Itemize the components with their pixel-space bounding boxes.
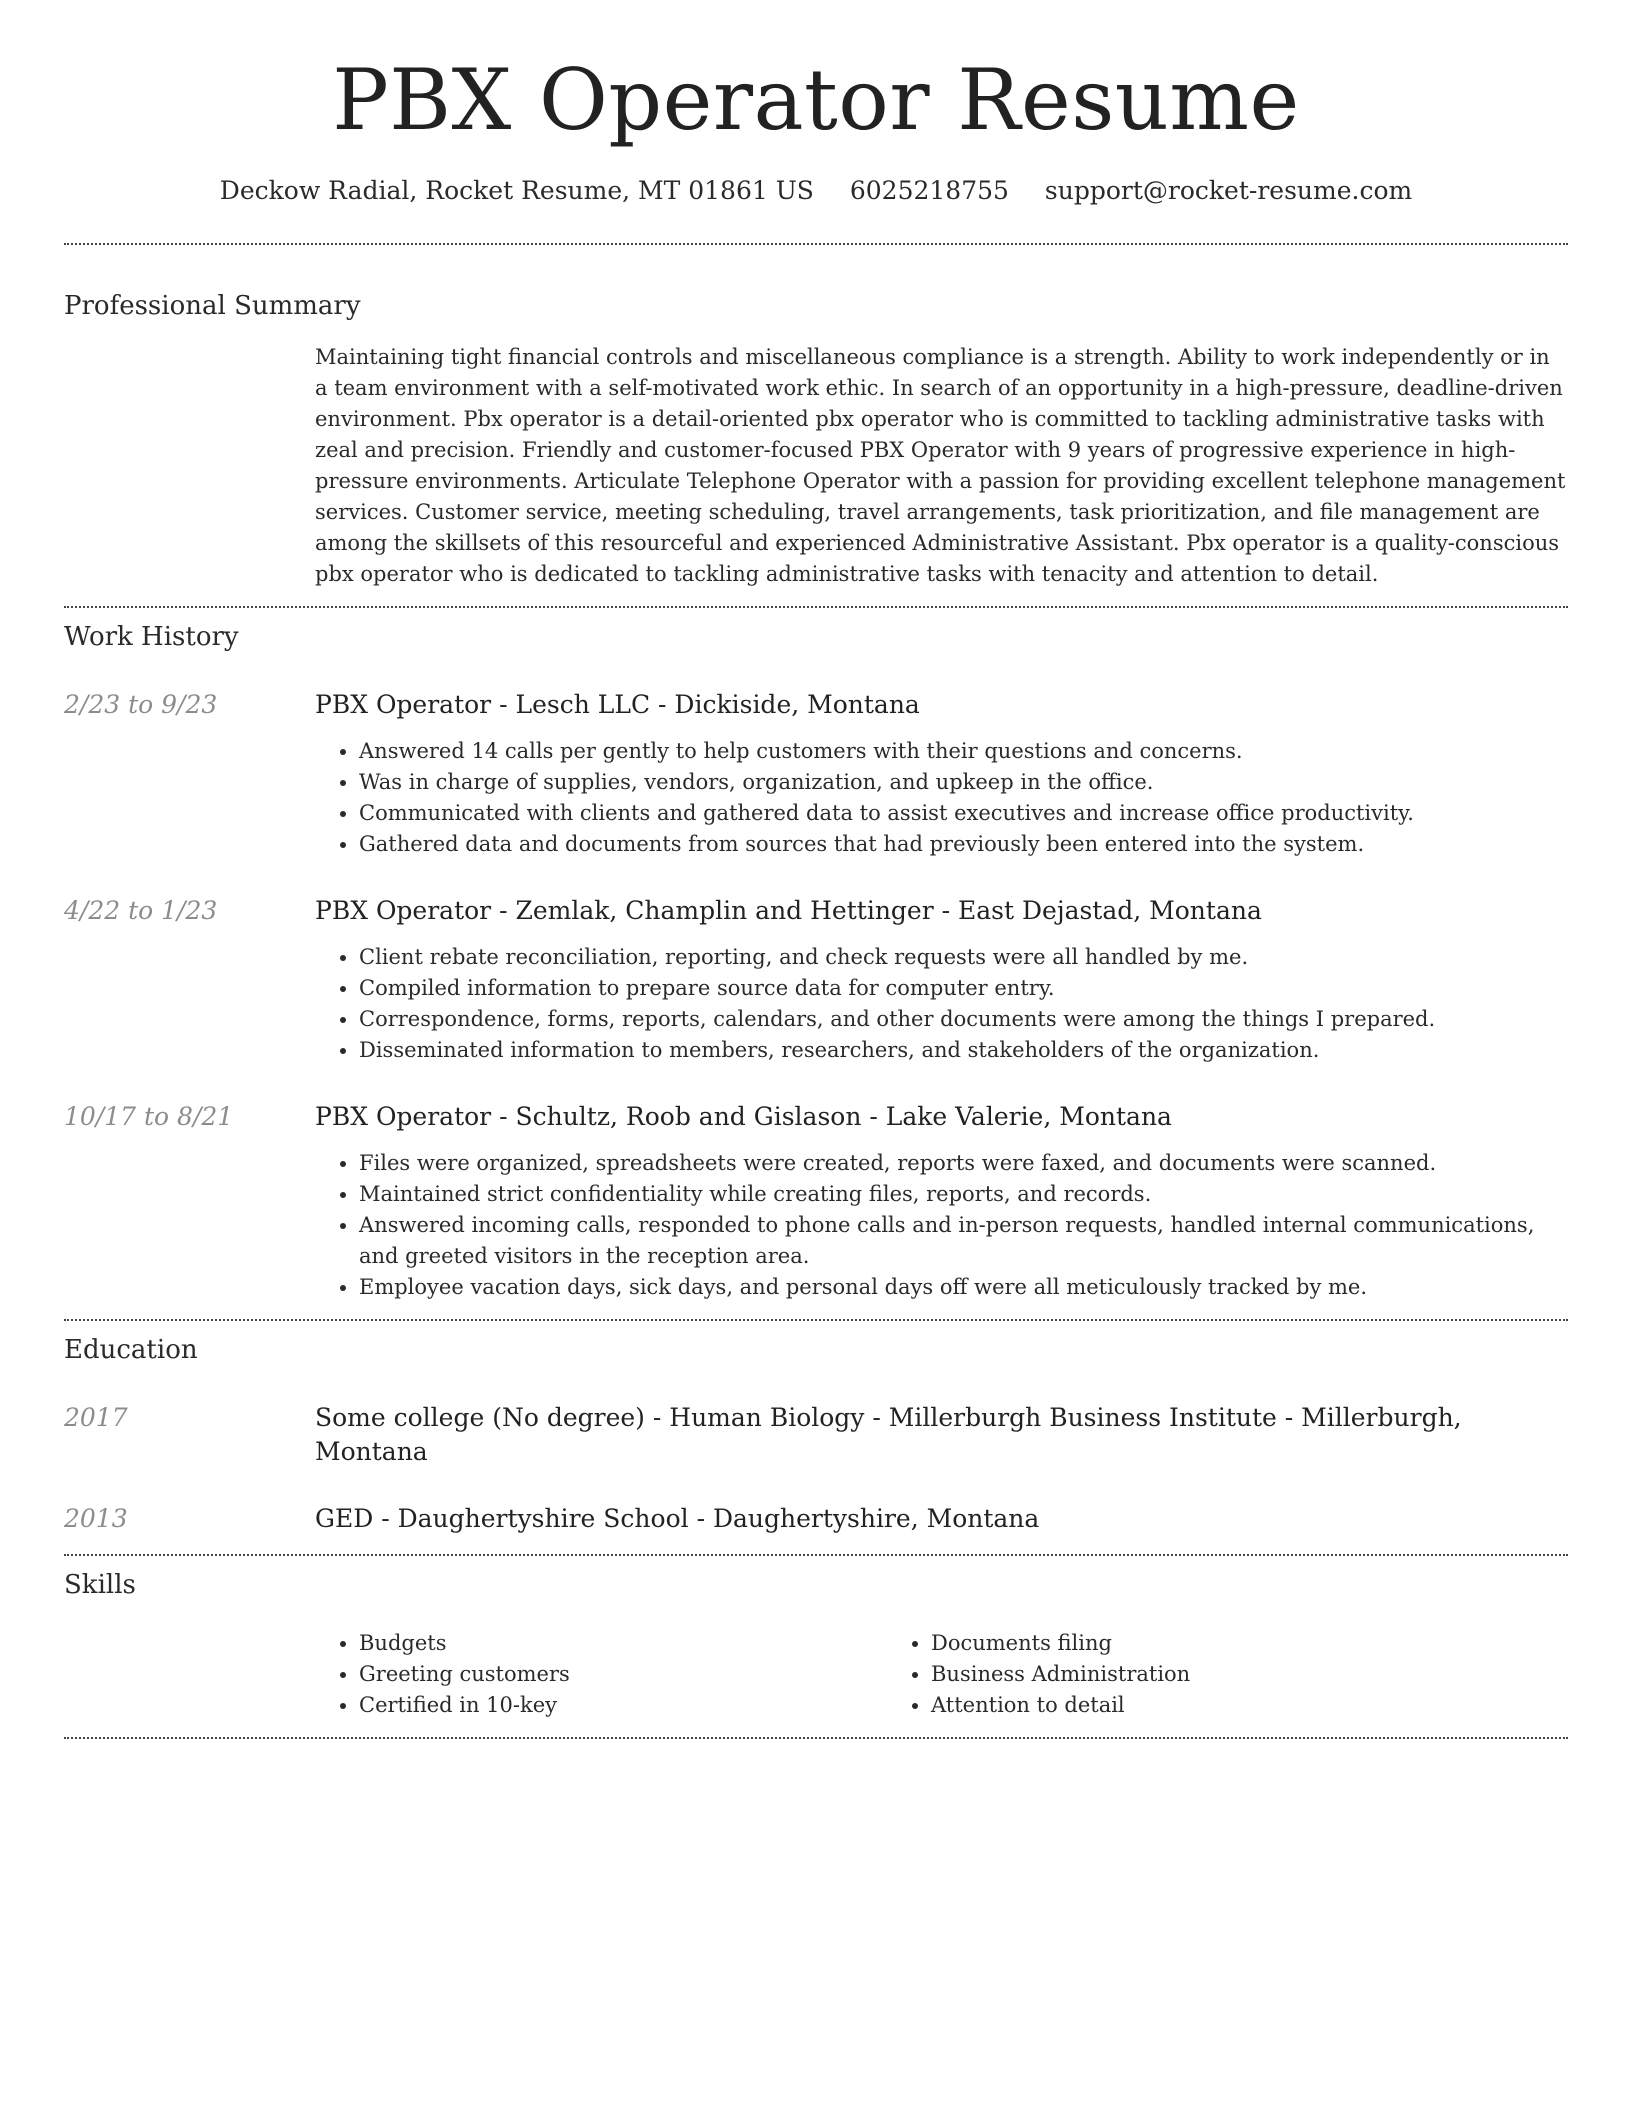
divider bbox=[64, 243, 1568, 245]
skills-section bbox=[64, 1568, 1568, 1737]
divider bbox=[64, 1737, 1568, 1739]
skill-item: • Business Administration bbox=[931, 1659, 1459, 1690]
education-title: GED - Daughertyshire School - Daughertyshire, Montana bbox=[315, 1503, 1040, 1533]
education-heading: Education bbox=[64, 1334, 198, 1365]
job-bullets bbox=[315, 1148, 1568, 1303]
job-details bbox=[315, 894, 1568, 1066]
job-title: PBX Operator - Schultz, Roob and Gislason - Lake Valerie, Montana bbox=[315, 1101, 1172, 1131]
education-details bbox=[315, 1401, 1568, 1469]
education-entry bbox=[64, 1502, 1568, 1536]
job-bullet: • Communicated with clients and gathered data to assist executives and increase office productivity. bbox=[359, 798, 1568, 829]
summary-heading: Professional Summary bbox=[64, 290, 361, 321]
job-details bbox=[315, 1100, 1568, 1303]
skills-list bbox=[315, 1628, 1568, 1737]
job-entry bbox=[64, 688, 1568, 860]
job-entry bbox=[64, 1100, 1568, 1303]
contact-phone: 6025218755 bbox=[849, 175, 1009, 205]
education-section bbox=[64, 1333, 1568, 1554]
divider bbox=[64, 606, 1568, 608]
skill-item: • Budgets bbox=[359, 1628, 887, 1659]
education-year: 2013 bbox=[64, 1503, 128, 1533]
contact-address: Deckow Radial, Rocket Resume, MT 01861 US bbox=[219, 175, 814, 205]
summary-section bbox=[64, 289, 1568, 606]
work-history-section bbox=[64, 620, 1568, 1319]
job-bullet: • Answered incoming calls, responded to phone calls and in-person requests, handled internal communications, and greeted visitors in the reception area. bbox=[359, 1210, 1568, 1272]
job-bullet: • Correspondence, forms, reports, calendars, and other documents were among the things I prepared. bbox=[359, 1004, 1568, 1035]
skills-column-right bbox=[887, 1628, 1459, 1721]
job-bullets bbox=[315, 736, 1568, 860]
job-title: PBX Operator - Lesch LLC - Dickiside, Montana bbox=[315, 689, 920, 719]
skills-column-left bbox=[315, 1628, 887, 1721]
contact-email: support@rocket-resume.com bbox=[1044, 175, 1413, 205]
job-bullet: • Disseminated information to members, researchers, and stakeholders of the organization. bbox=[359, 1035, 1568, 1066]
skill-item: • Greeting customers bbox=[359, 1659, 887, 1690]
job-bullet: • Employee vacation days, sick days, and personal days off were all meticulously tracked by me. bbox=[359, 1272, 1568, 1303]
divider bbox=[64, 1319, 1568, 1321]
job-bullet: • Client rebate reconciliation, reporting, and check requests were all handled by me. bbox=[359, 942, 1568, 973]
education-entry bbox=[64, 1401, 1568, 1469]
divider bbox=[64, 1554, 1568, 1556]
job-details bbox=[315, 688, 1568, 860]
job-bullet: • Compiled information to prepare source data for computer entry. bbox=[359, 973, 1568, 1004]
skill-item: • Certified in 10-key bbox=[359, 1690, 887, 1721]
education-title: Some college (No degree) - Human Biology - Millerburgh Business Institute - Millerburgh, Montana bbox=[315, 1402, 1462, 1466]
job-bullet: • Maintained strict confidentiality while creating files, reports, and records. bbox=[359, 1179, 1568, 1210]
job-dates: 2/23 to 9/23 bbox=[64, 689, 218, 719]
skill-item: • Attention to detail bbox=[931, 1690, 1459, 1721]
resume-title: PBX Operator Resume bbox=[332, 51, 1300, 149]
work-history-heading: Work History bbox=[64, 621, 239, 652]
job-title: PBX Operator - Zemlak, Champlin and Hettinger - East Dejastad, Montana bbox=[315, 895, 1262, 925]
job-dates: 10/17 to 8/21 bbox=[64, 1101, 234, 1131]
job-dates: 4/22 to 1/23 bbox=[64, 895, 218, 925]
job-bullet: • Files were organized, spreadsheets were created, reports were faxed, and documents were scanned. bbox=[359, 1148, 1568, 1179]
skills-heading: Skills bbox=[64, 1569, 136, 1600]
job-bullet: • Was in charge of supplies, vendors, organization, and upkeep in the office. bbox=[359, 767, 1568, 798]
contact-line bbox=[64, 175, 1568, 207]
skill-item: • Documents filing bbox=[931, 1628, 1459, 1659]
job-entry bbox=[64, 894, 1568, 1066]
job-bullet: • Answered 14 calls per gently to help customers with their questions and concerns. bbox=[359, 736, 1568, 767]
education-details bbox=[315, 1502, 1568, 1536]
job-bullet: • Gathered data and documents from sources that had previously been entered into the system. bbox=[359, 829, 1568, 860]
summary-text: Maintaining tight financial controls and miscellaneous compliance is a strength. Ability to work independently or in a team environment with a self-motivated work ethic. In search of an opportunity in a high-pressure, deadline-driven environment. Pbx operator is a detail-oriented pbx operator who is committed to tackling administrative tasks with zeal and precision. Friendly and customer-focused PBX Operator with 9 years of progressive experience in high-pressure environments. Articulate Telephone Operator with a passion for providing excellent telephone management services. Customer service, meeting scheduling, travel arrangements, task prioritization, and file management are among the skillsets of this resourceful and experienced Administrative Assistant. Pbx operator is a quality-conscious pbx operator who is dedicated to tackling administrative tasks with tenacity and attention to detail. bbox=[315, 344, 1566, 586]
education-year: 2017 bbox=[64, 1402, 128, 1432]
job-bullets bbox=[315, 942, 1568, 1066]
